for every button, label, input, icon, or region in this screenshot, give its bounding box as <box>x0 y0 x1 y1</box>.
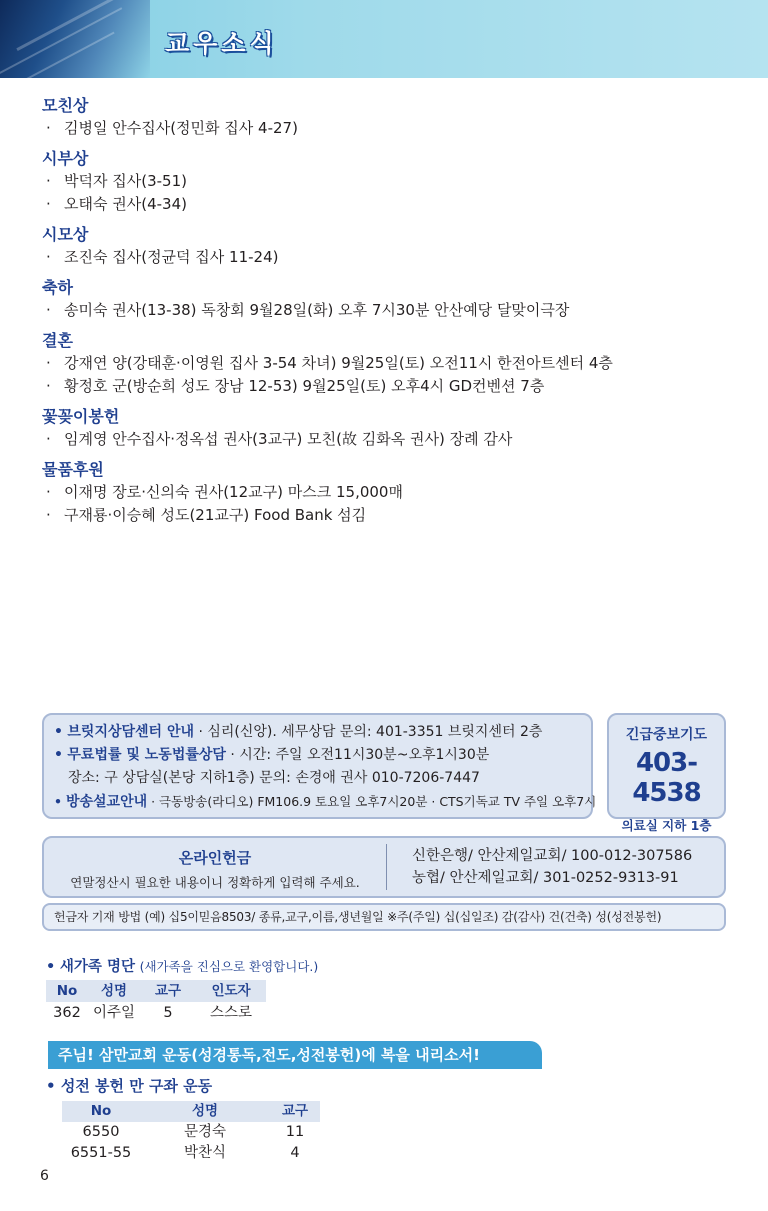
header-banner <box>0 0 768 78</box>
list-item: · 이재명 장로·신의숙 권사(12교구) 마스크 15,000매 <box>46 483 403 501</box>
info-line-broadcast: • 방송설교안내 · 극동방송(라디오) FM106.9 토요일 오후7시20분 · CTS기독교 TV 주일 오후7시 <box>54 794 597 810</box>
online-offering-box <box>42 836 726 898</box>
divider <box>386 844 387 890</box>
list-item: · 송미숙 권사(13-38) 독창회 9월28일(화) 오후 7시30분 안산예당 달맞이극장 <box>46 301 570 319</box>
news-section <box>42 224 742 269</box>
bank-account: 농협/ 안산제일교회/ 301-0252-9313-91 <box>412 870 679 886</box>
bullet-icon: • <box>46 1077 56 1095</box>
online-offering-title: 온라인헌금 <box>178 849 252 867</box>
bank-account: 신한은행/ 안산제일교회/ 100-012-307586 <box>412 848 693 864</box>
section-title: 모친상 <box>42 96 89 115</box>
bullet-icon: • <box>54 724 63 740</box>
emergency-prayer-box <box>607 713 726 833</box>
table-row: 6551-55 박찬식 4 <box>70 1145 300 1161</box>
counseling-info-box <box>42 713 597 819</box>
emergency-title: 긴급중보기도 <box>625 727 708 743</box>
table-row: 6550 문경숙 11 <box>82 1124 305 1140</box>
info-line-legal: • 무료법률 및 노동법률상담 · 시간: 주일 오전11시30분~오후1시30분 <box>54 747 490 763</box>
sanctuary-table <box>62 1101 320 1164</box>
online-offering-accounts <box>412 845 692 889</box>
news-section <box>42 406 742 451</box>
bullet-icon: • <box>54 794 62 809</box>
news-section <box>42 95 742 140</box>
info-line-bridge: • 브릿지상담센터 안내 · 심리(신앙). 세무상담 문의: 401-3351 브릿지센터 2층 <box>54 724 543 740</box>
offering-note: 헌금자 기재 방법 (예) 십5이믿음8503/ 종류,교구,이름,생년월일 ※주(주일) 십(십일조) 감(감사) 건(건축) 성(성전봉헌) <box>42 903 726 931</box>
section-title: 결혼 <box>42 331 73 350</box>
section-title: 시모상 <box>42 225 89 244</box>
emergency-phone-number: 403-4538 <box>632 748 701 808</box>
info-line-legal-location: 장소: 구 상담실(본당 지하1층) 문의: 손경애 권사 010-7206-7447 <box>68 770 480 786</box>
news-section <box>42 459 742 527</box>
news-section <box>42 277 742 322</box>
page-title: 교우소식 <box>165 29 278 58</box>
header-photo-image <box>0 0 150 78</box>
emergency-location: 의료실 지하 1층 <box>621 818 712 833</box>
list-item: · 강재연 양(강태훈·이영원 집사 3-54 차녀) 9월25일(토) 오전11시 한전아트센터 4층 <box>46 354 613 372</box>
list-item: · 구재룡·이승혜 성도(21교구) Food Bank 섬김 <box>46 506 367 524</box>
list-item: · 임계영 안수집사·정옥섭 권사(3교구) 모친(故 김화옥 권사) 장례 감사 <box>46 430 513 448</box>
new-family-heading: • 새가족 명단 (새가족을 진심으로 환영합니다.) <box>46 959 319 975</box>
online-offering-desc: 연말정산시 필요한 내용이니 정확하게 입력해 주세요. <box>70 875 360 890</box>
table-header-row: No 성명 교구 인도자 <box>46 980 266 1002</box>
section-title: 꽃꽂이봉헌 <box>42 407 120 426</box>
list-item: · 조진숙 집사(정균덕 집사 11-24) <box>46 248 279 266</box>
new-family-table <box>46 980 266 1024</box>
online-offering-left <box>44 838 386 896</box>
table-row: 362 이주일 5 스스로 <box>53 1005 253 1021</box>
section-title: 축하 <box>42 278 73 297</box>
list-item: · 박덕자 집사(3-51) <box>46 172 187 190</box>
page-number: 6 <box>40 1168 49 1184</box>
news-sections <box>42 95 742 535</box>
bullet-icon: • <box>46 959 56 975</box>
table-header-row: No 성명 교구 <box>62 1101 320 1122</box>
bullet-icon: • <box>54 747 63 763</box>
section-title: 물품후원 <box>42 460 104 479</box>
news-section <box>42 330 742 398</box>
list-item: · 오태숙 권사(4-34) <box>46 195 187 213</box>
prayer-banner: 주님! 삼만교회 운동(성경통독,전도,성전봉헌)에 복을 내리소서! <box>48 1041 542 1069</box>
section-title: 시부상 <box>42 149 89 168</box>
list-item: · 황정호 군(방순희 성도 장남 12-53) 9월25일(토) 오후4시 GD컨벤션 7층 <box>46 377 545 395</box>
list-item: · 김병일 안수집사(정민화 집사 4-27) <box>46 119 298 137</box>
news-section <box>42 148 742 216</box>
sanctuary-heading: • 성전 봉헌 만 구좌 운동 <box>46 1077 213 1095</box>
